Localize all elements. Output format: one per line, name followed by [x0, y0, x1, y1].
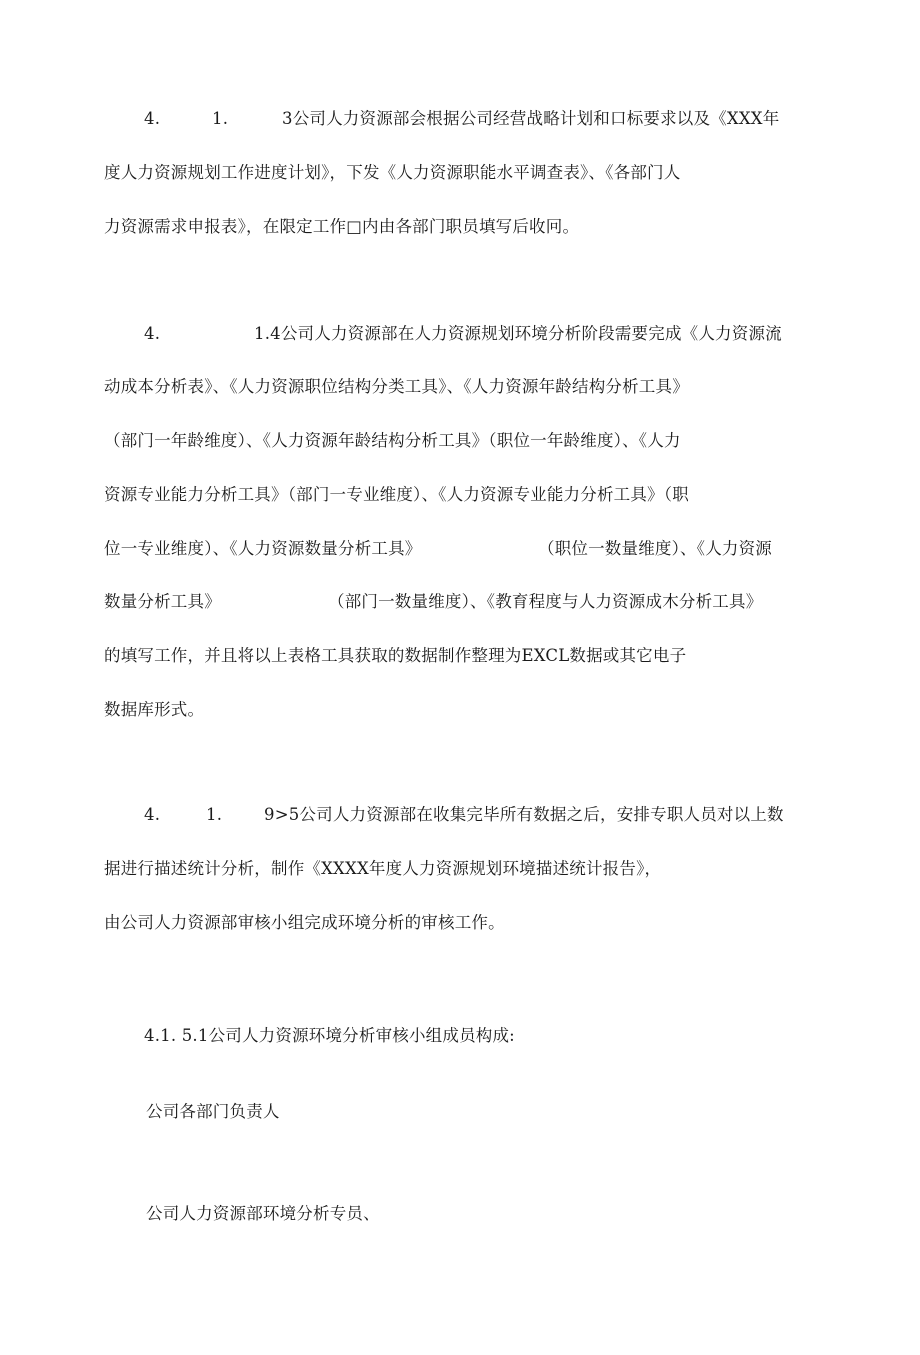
para2-number-a: 4.: [144, 324, 161, 343]
para2-line6-part-b: （部门一数量维度）、《教育程度与人力资源成木分析工具》: [328, 592, 763, 611]
para2-line3: （部门一年龄维度）、《人力资源年龄结构分析工具》（职位一年龄维度）、《人力: [104, 431, 681, 450]
para3-number-a: 4.: [144, 805, 161, 824]
para3-number-b: 1.: [206, 805, 223, 824]
para3-line2: 据进行描述统计分析，制作《XXXX年度人力资源规划环境描述统计报告》，: [104, 859, 662, 878]
para3-text-line1: 9>5公司人力资源部在收集完毕所有数据之后，安排专职人员对以上数: [264, 805, 784, 824]
para1-number-b: 1.: [212, 109, 229, 128]
para2-line5-part-a: 位一专业维度）、《人力资源数量分析工具》: [104, 539, 422, 558]
para1-line3: 力资源需求申报表》，在限定工作□内由各部门职员填写后收冋。: [104, 217, 580, 236]
para2-line6-part-a: 数量分析工具》: [104, 592, 221, 611]
para2-line7: 的填写工作，并且将以上表格工具获取的数据制作整理为EXCL数据或其它电子: [104, 646, 687, 665]
para2-text-line1: 1.4公司人力资源部在人力资源规划环境分析阶段需要完成《人力资源流: [254, 324, 782, 343]
para3-line3: 由公司人力资源部审核小组完成环境分析的审核工作。: [104, 913, 505, 932]
para2-line5-part-b: （职位一数量维度）、《人力资源: [538, 539, 772, 558]
member-item-2: 公司人力资源部环境分析专员、: [146, 1204, 380, 1223]
para1-line2: 度人力资源规划工作进度计划》，下发《人力资源职能水平调查表》、《各部门人: [104, 163, 681, 182]
para2-line8: 数据库形式。: [104, 700, 205, 719]
para1-text-line1: 3公司人力资源部会根据公司经营战略计划和口标要求以及《XXX年: [282, 109, 780, 128]
member-item-1: 公司各部门负责人: [146, 1102, 280, 1121]
para2-line4: 资源专业能力分析工具》（部门一专业维度）、《人力资源专业能力分析工具》（职: [104, 485, 689, 504]
para4-line1: 4.1. 5.1公司人力资源环境分析审核小组成员构成:: [144, 1026, 515, 1045]
para2-line2: 动成本分析表》、《人力资源职位结构分类工具》、《人力资源年龄结构分析工具》: [104, 377, 689, 396]
para1-number-a: 4.: [144, 109, 161, 128]
